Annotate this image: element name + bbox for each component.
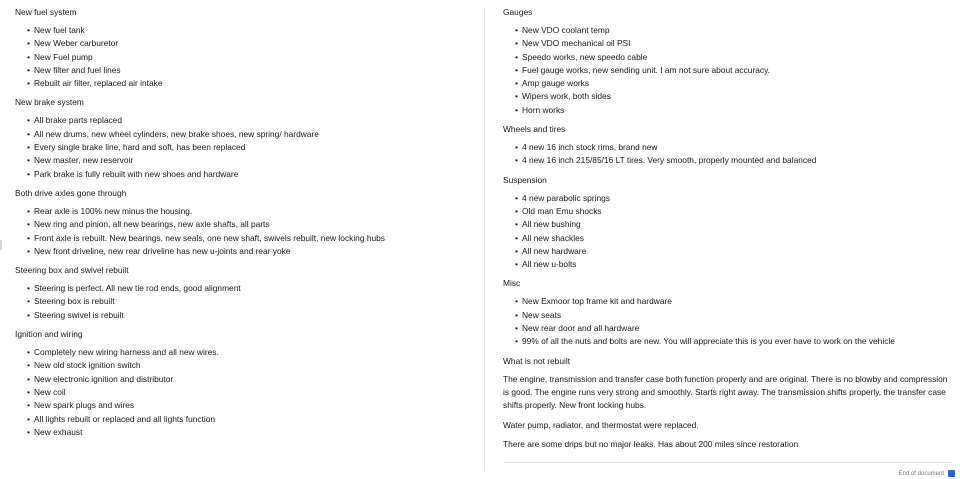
list-item: • New filter and fuel lines	[28, 64, 475, 77]
list-item: • All new shackles	[516, 232, 955, 245]
footer-text: End of document	[898, 470, 944, 477]
list-item: • All brake parts replaced	[28, 114, 475, 127]
steering-heading: Steering box and swivel rebuilt	[15, 265, 129, 276]
list-item: • New Weber carburetor	[28, 37, 475, 50]
list-item: • Every single brake line, hard and soft, has been replaced	[28, 141, 475, 154]
list-item: • New Fuel pump	[28, 51, 475, 64]
list-item: • Completely new wiring harness and all new wires.	[28, 346, 475, 359]
ignition-section	[15, 328, 475, 439]
list-item: • New ring and pinion, all new bearings, new axle shafts, all parts	[28, 218, 475, 231]
misc-list	[503, 295, 955, 348]
list-item: • All new bushing	[516, 218, 955, 231]
list-item: • All lights rebuilt or replaced and all lights function	[28, 413, 475, 426]
list-item: • Rear axle is 100% new minus the housing.	[28, 205, 475, 218]
column-divider	[484, 8, 485, 470]
list-item: • Front axle is rebuilt. New bearings, new seals, one new shaft, swivels rebuilt, new locking hubs	[28, 232, 475, 245]
list-item: • New seats	[516, 309, 955, 322]
ignition-list	[15, 346, 475, 439]
list-item: • Rebuilt air filter, replaced air intake	[28, 77, 475, 90]
list-item: • 4 new 16 inch stock rims, brand new	[516, 141, 955, 154]
wheels-list	[503, 141, 955, 168]
ignition-heading: Ignition and wiring	[15, 329, 83, 340]
list-item: • Steering swivel is rebuilt	[28, 309, 475, 322]
list-item: • New front driveline, new rear driveline has new u-joints and rear yoke	[28, 245, 475, 258]
wheels-heading: Wheels and tires	[503, 124, 566, 135]
fuel-section	[15, 6, 475, 90]
suspension-heading: Suspension	[503, 174, 547, 185]
list-item: • New VDO mechanical oil PSI	[516, 37, 955, 50]
drips-paragraph: There are some drips but no major leaks. Has about 200 miles since restoration	[503, 438, 799, 449]
misc-heading: Misc	[503, 278, 521, 289]
list-item: • 99% of all the nuts and bolts are new. You will appreciate this is you ever have to work on the vehicle	[516, 335, 955, 348]
not-rebuilt-heading: What is not rebuilt	[503, 355, 571, 366]
fuel-list	[15, 24, 475, 90]
list-item: • New VDO coolant temp	[516, 24, 955, 37]
list-item: • Fuel gauge works, new sending unit. I am not sure about accuracy.	[516, 64, 955, 77]
list-item: • New fuel tank	[28, 24, 475, 37]
list-item: • New Exmoor top frame kit and hardware	[516, 295, 955, 308]
list-item: • 4 new 16 inch 215/85/16 LT tires. Very smooth, properly mounted and balanced	[516, 154, 955, 167]
left-column	[15, 6, 475, 445]
engine-paragraph: The engine, transmission and transfer case both function properly and are original. There is no blowby and compression is good. The engine runs very strong and smoothly. Starts right away. The transmission shifts properly, the transfer case shifts properly. New front locking hubs.	[503, 373, 948, 411]
list-item: • New coil	[28, 386, 475, 399]
list-item: • New exhaust	[28, 426, 475, 439]
list-item: • New spark plugs and wires	[28, 399, 475, 412]
steering-section	[15, 264, 475, 322]
list-item: • Old man Emu shocks	[516, 205, 955, 218]
list-item: • New old stock ignition switch	[28, 359, 475, 372]
footer-divider	[503, 462, 952, 463]
suspension-section	[503, 174, 955, 272]
not-rebuilt-section	[503, 355, 955, 451]
footer	[899, 470, 955, 477]
list-item: • Horn works	[516, 104, 955, 117]
list-item: • 4 new parabolic springs	[516, 192, 955, 205]
brake-section	[15, 96, 475, 180]
steering-list	[15, 282, 475, 322]
right-column	[503, 6, 955, 457]
list-item: • All new drums, new wheel cylinders, new brake shoes, new spring/ hardware	[28, 128, 475, 141]
list-item: • All new hardware	[516, 245, 955, 258]
wheels-section	[503, 123, 955, 168]
gauges-section	[503, 6, 955, 117]
gauges-heading: Gauges	[503, 7, 533, 17]
list-item: • Steering is perfect. All new tie rod ends, good alignment	[28, 282, 475, 295]
brake-list	[15, 114, 475, 180]
list-item: • Wipers work, both sides	[516, 90, 955, 103]
axles-section	[15, 187, 475, 258]
list-item: • Speedo works, new speedo cable	[516, 51, 955, 64]
axles-list	[15, 205, 475, 258]
list-item: • New rear door and all hardware	[516, 322, 955, 335]
left-edge-marker	[0, 240, 2, 250]
list-item: • Steering box is rebuilt	[28, 295, 475, 308]
list-item: • Amp gauge works	[516, 77, 955, 90]
list-item: • Park brake is fully rebuilt with new shoes and hardware	[28, 168, 475, 181]
list-item: • New master, new reservoir	[28, 154, 475, 167]
axles-heading: Both drive axles gone through	[15, 187, 127, 198]
misc-section	[503, 277, 955, 348]
list-item: • New electronic ignition and distributor	[28, 373, 475, 386]
water-pump-paragraph: Water pump, radiator, and thermostat were replaced.	[503, 419, 699, 430]
suspension-list	[503, 192, 955, 272]
gauges-list	[503, 24, 955, 117]
fuel-heading: New fuel system	[15, 7, 77, 17]
document-end-icon	[948, 470, 955, 477]
brake-heading: New brake system	[15, 97, 84, 108]
list-item: • All new u-bolts	[516, 258, 955, 271]
